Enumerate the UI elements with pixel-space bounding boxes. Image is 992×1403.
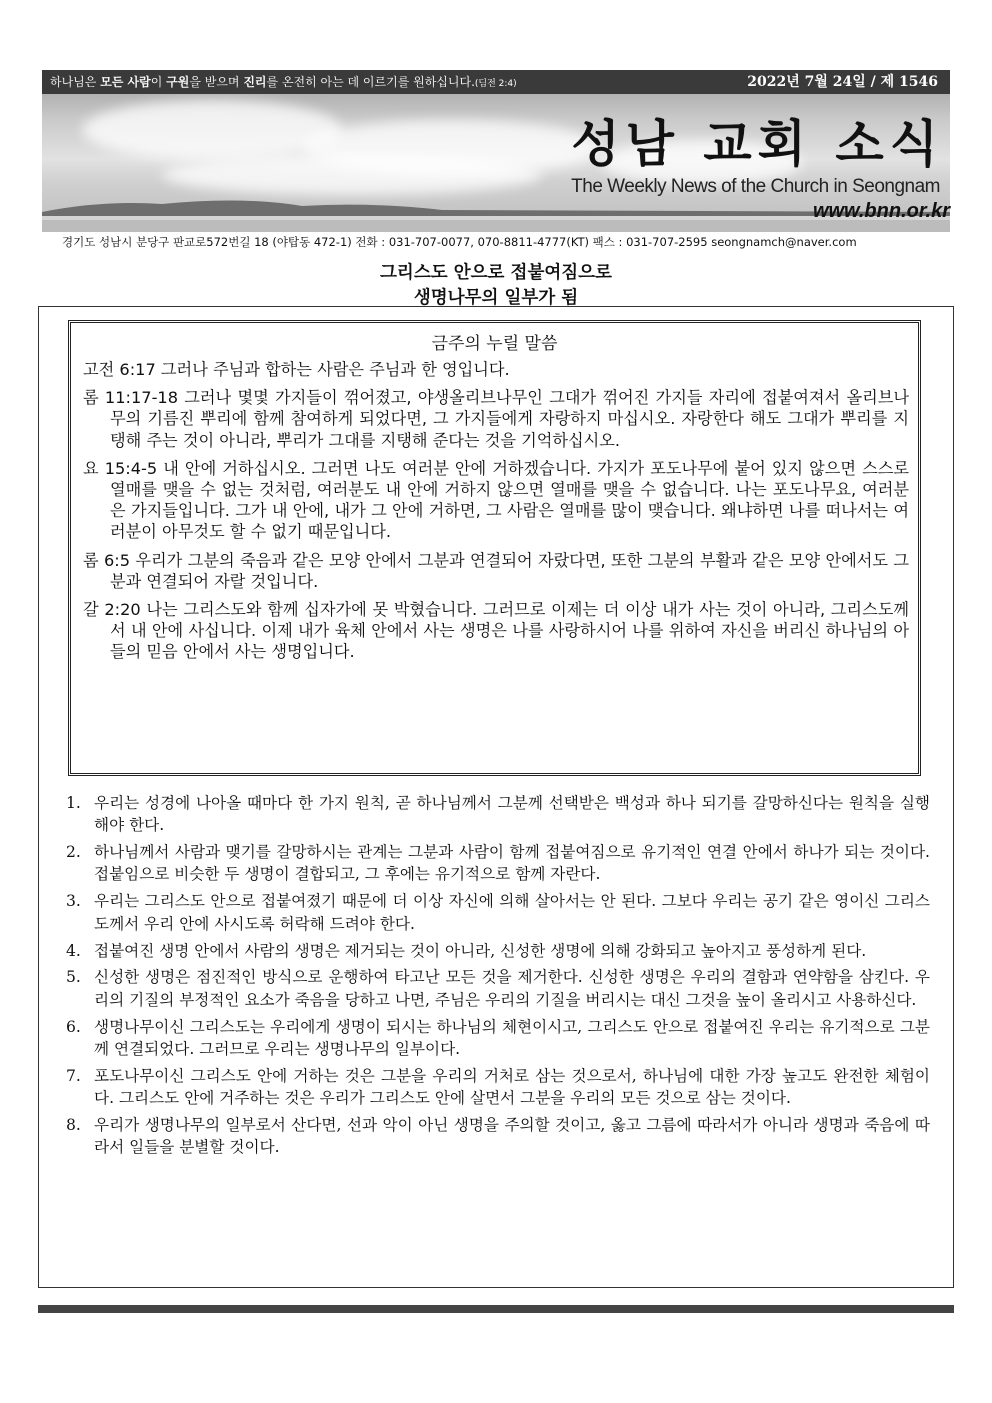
verse-item: 갈 2:20 나는 그리스도와 함께 십자가에 못 박혔습니다. 그러므로 이제는 더 이상 내가 사는 것이 아니라, 그리스도께서 내 안에 사십니다. 이제 내가 육체 안에서 사는 생명은 나를 사랑하시어 나를 위하여 자신을 버리신 하나님의 아들의 믿음 안에서 사는 생명입니다. bbox=[83, 600, 909, 662]
outline-points bbox=[60, 792, 930, 1163]
outline-point: 8. 우리가 생명나무의 일부로서 산다면, 선과 악이 아닌 생명을 주의할 것이고, 옳고 그름에 따라서가 아니라 생명과 죽음에 따라서 일들을 분별할 것이다. bbox=[66, 1116, 930, 1157]
outline-point: 6. 생명나무이신 그리스도는 우리에게 생명이 되시는 하나님의 체현이시고, 그리스도 안으로 접붙여진 우리는 유기적으로 그분께 연결되었다. 그러므로 우리는 생명나무의 일부이다. bbox=[66, 1017, 930, 1058]
outline-point: 4. 접붙여진 생명 안에서 사람의 생명은 제거되는 것이 아니라, 신성한 생명에 의해 강화되고 높아지고 풍성하게 된다. bbox=[66, 941, 867, 960]
verses-box bbox=[68, 320, 921, 776]
verse-list bbox=[83, 359, 909, 670]
verse-item: 고전 6:17 그러나 주님과 합하는 사람은 주님과 한 영입니다. bbox=[83, 360, 510, 379]
header-top-strip bbox=[42, 70, 950, 94]
outline-point: 5. 신성한 생명은 점진적인 방식으로 운행하여 타고난 모든 것을 제거한다. 신성한 생명은 우리의 결함과 연약함을 삼킨다. 우리의 기질의 부정적인 요소가 죽음을 당하고 나면, 주님은 우리의 기질을 버리시는 대신 그것을 높이 올리시고 사용하신다. bbox=[66, 968, 930, 1009]
verse-item: 롬 6:5 우리가 그분의 죽음과 같은 모양 안에서 그분과 연결되어 자랐다면, 또한 그분의 부활과 같은 모양 안에서도 그분과 연결되어 자랄 것입니다. bbox=[83, 550, 909, 591]
outline-point: 2. 하나님께서 사람과 맺기를 갈망하시는 관계는 그분과 사람이 함께 접붙여짐으로 유기적인 연결 안에서 하나가 되는 것이다. 접붙임으로 비슷한 두 생명이 결합되고, 그 후에는 유기적으로 함께 자란다. bbox=[66, 843, 930, 884]
verse-item: 요 15:4-5 내 안에 거하십시오. 그러면 나도 여러분 안에 거하겠습니다. 가지가 포도나무에 붙어 있지 않으면 스스로 열매를 맺을 수 없는 것처럼, 여러분도 내 안에 거하지 않으면 열매를 맺을 수 없습니다. 나는 포도나무요, 여러분은 가지들입니다. 그가 내 안에, 내가 그 안에 거하면, 그 사람은 열매를 많이 맺습니다. 왜냐하면 나를 떠나서는 여러분이 아무것도 할 수 없기 때문입니다. bbox=[83, 458, 909, 542]
verse-item: 롬 11:17-18 그러나 몇몇 가지들이 꺾어졌고, 야생올리브나무인 그대가 꺾어진 가지들 자리에 접붙여져서 올리브나무의 기름진 뿌리에 함께 참여하게 되었다면, 그 가지들에게 자랑하지 마십시오. 자랑한다 해도 그대가 뿌리를 지탱해 주는 것이 아니라, 뿌리가 그대를 지탱해 준다는 것을 기억하십시오. bbox=[83, 388, 909, 450]
verses-box-title: 금주의 누릴 말씀 bbox=[431, 334, 558, 354]
headline-line-2: 생명나무의 일부가 됨 bbox=[413, 288, 579, 308]
outline-point: 7. 포도나무이신 그리스도 안에 거하는 것은 그분을 우리의 거처로 삼는 것으로서, 하나님에 대한 가장 높고도 완전한 체험이다. 그리스도 안에 거주하는 것은 우리가 그리스도 안에 살면서 그분을 우리의 모든 것으로 삼는 것이다. bbox=[66, 1066, 930, 1108]
outline-point: 3. 우리는 그리스도 안으로 접붙여졌기 때문에 더 이상 자신에 의해 살아서는 안 된다. 그보다 우리는 공기 같은 영이신 그리스도께서 우리 안에 사시도록 허락해 드려야 한다. bbox=[66, 892, 930, 933]
headline-line-1: 그리스도 안으로 접붙여짐으로 bbox=[380, 263, 612, 283]
church-address: 경기도 성남시 분당구 판교로572번길 18 (야탑동 472-1) 전화 : 031-707-0077, 070-8811-4777(KT) 팩스 : 031-707-2595 seongnamch@naver.com bbox=[62, 235, 857, 249]
newsletter-subtitle: The Weekly News of the Church in Seongnam bbox=[571, 176, 940, 197]
website-link[interactable]: www.bnn.or.kr bbox=[812, 200, 950, 222]
footer-divider bbox=[38, 1305, 954, 1313]
motto-verse: 하나님은 모든 사람이 구원을 받으며 진리를 온전히 아는 데 이르기를 원하십니다.(딤전 2:4) bbox=[50, 75, 517, 89]
newsletter-title: 성남 교회 소식 bbox=[571, 114, 944, 173]
outline-point: 1. 우리는 성경에 나아올 때마다 한 가지 원칙, 곧 하나님께서 그분께 선택받은 백성과 하나 되기를 갈망하신다는 원칙을 실행해야 한다. bbox=[66, 794, 930, 835]
issue-date: 2022년 7월 24일 / 제 1546 bbox=[747, 74, 938, 90]
